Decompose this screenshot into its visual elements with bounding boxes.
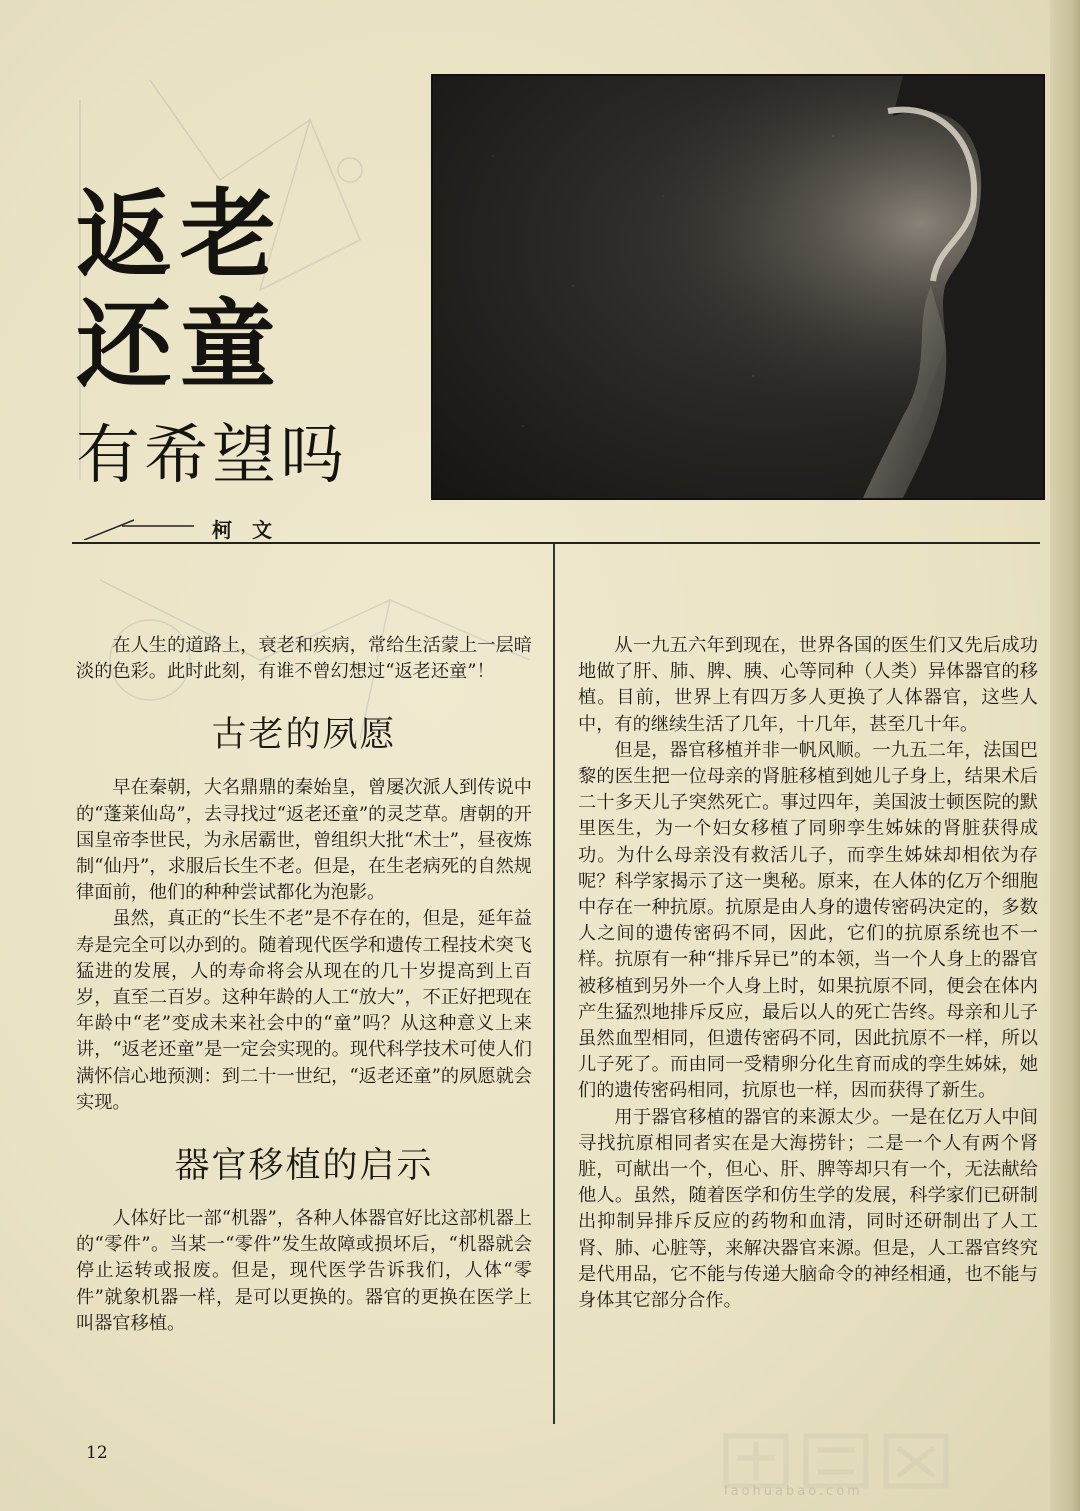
paragraph-longevity: 虽然，真正的“长生不老”是不存在的，但是，延年益寿是完全可以办到的。随着现代医学和遗传工程技术突飞猛进的发展，人的寿命将会从现在的几十岁提高到上百岁，直至二百岁。这种年龄的人工“放大”，不正好把现在年龄中“老”变成未来社会中的“童”吗？从这种意义上来讲，“返老还童”是一定会实现的。现代科学技术可使人们满怀信心地预测：到二十一世纪，“返老还童”的夙愿就会实现。 [76,908,532,1113]
watermark-text: laohuabao.com [724,1484,863,1499]
section-heading-ancient-wish: 古老的夙愿 [211,715,397,756]
elder-portrait-photo [431,74,1045,500]
title-line-1: 返老 [76,178,284,291]
right-column [578,633,1038,1314]
byline-slash-decoration [84,518,194,540]
section-heading-organ-transplant: 器官移植的启示 [174,1146,434,1187]
paragraph-transplant-history: 从一九五六年到现在，世界各国的医生们又先后成功地做了肝、肺、脾、胰、心等同种（人类）异体器官的移植。目前，世界上有四万多人更换了人体器官，这些人中，有的继续生活了几年，十几年，甚至几十年。 [578,635,1038,735]
paragraph-antigen: 但是，器官移植并非一帆风顺。一九五二年，法国巴黎的医生把一位母亲的肾脏移植到她儿子身上，结果术后二十多天儿子突然死亡。事过四年，美国波士顿医院的默里医生，为一个妇女移植了同卵孪生姊妹的肾脏获得成功。为什么母亲没有救活儿子，而孪生姊妹却相依为存呢？科学家揭示了这一奥秘。原来，在人体的亿万个细胞中存在一种抗原。抗原是由人身的遗传密码决定的，多数人之间的遗传密码不同，因此，它们的抗原系统也不一样。抗原有一种“排斥异已”的本领，当一个人身上的器官被移植到另外一个人身上时，如果抗原不同，便会在体内产生猛烈地排斥反应，最后以人的死亡告终。母亲和儿子虽然血型相同，但遗传密码不同，因此抗原不一样，所以儿子死了。而由同一受精卵分化生育而成的孪生姊妹，她们的遗传密码相同，抗原也一样，因而获得了新生。 [578,739,1038,1102]
column-divider [553,544,555,1424]
title-line-2: 还童 [76,288,284,401]
byline [72,514,1040,544]
paragraph-organ-source: 用于器官移植的器官的来源太少。一是在亿万人中间寻找抗原相同者实在是大海捞针；二是一个人有两个肾脏，可献出一个，但心、肝、脾等却只有一个，无法献给他人。虽然，随着医学和仿生学的发展，科学家们已研制出抑制异排斥反应的药物和血清，同时还研制出了人工肾、肺、心脏等，来解决器官来源。但是，人工器官终究是代用品，它不能与传递大脑命令的神经相通，也不能与身体其它部分合作。 [578,1106,1038,1312]
intro-paragraph: 在人生的道路上，衰老和疾病，常给生活蒙上一层暗淡的色彩。此时此刻，有谁不曾幻想过“返老还童”！ [76,635,532,683]
portrait-silhouette [433,76,1043,498]
title-line-3: 有希望吗 [76,419,348,493]
paragraph-body-machine: 人体好比一部“机器”，各种人体器官好比这部机器上的“零件”。当某一“零件”发生故障或损坏后，“机器就会停止运转或报废。但是，现代医学告诉我们，人体“零件”就象机器一样，是可以更换的。器官的更换在医学上叫器官移植。 [76,1208,532,1334]
header-rule [72,542,1040,544]
author-name: 柯文 [212,518,292,542]
page-number: 12 [86,1443,108,1463]
page-edge [1050,0,1080,1511]
left-column [76,633,532,1337]
paragraph-qin-tang: 早在秦朝，大名鼎鼎的秦始皇，曾屡次派人到传说中的“蓬莱仙岛”，去寻找过“返老还童”的灵芝草。唐朝的开国皇帝李世民，为永居霸世，曾组织大批“术士”，昼夜炼制“仙丹”，求服后长生不老。但是，在生老病死的自然规律面前，他们的种种尝试都化为泡影。 [76,777,532,904]
